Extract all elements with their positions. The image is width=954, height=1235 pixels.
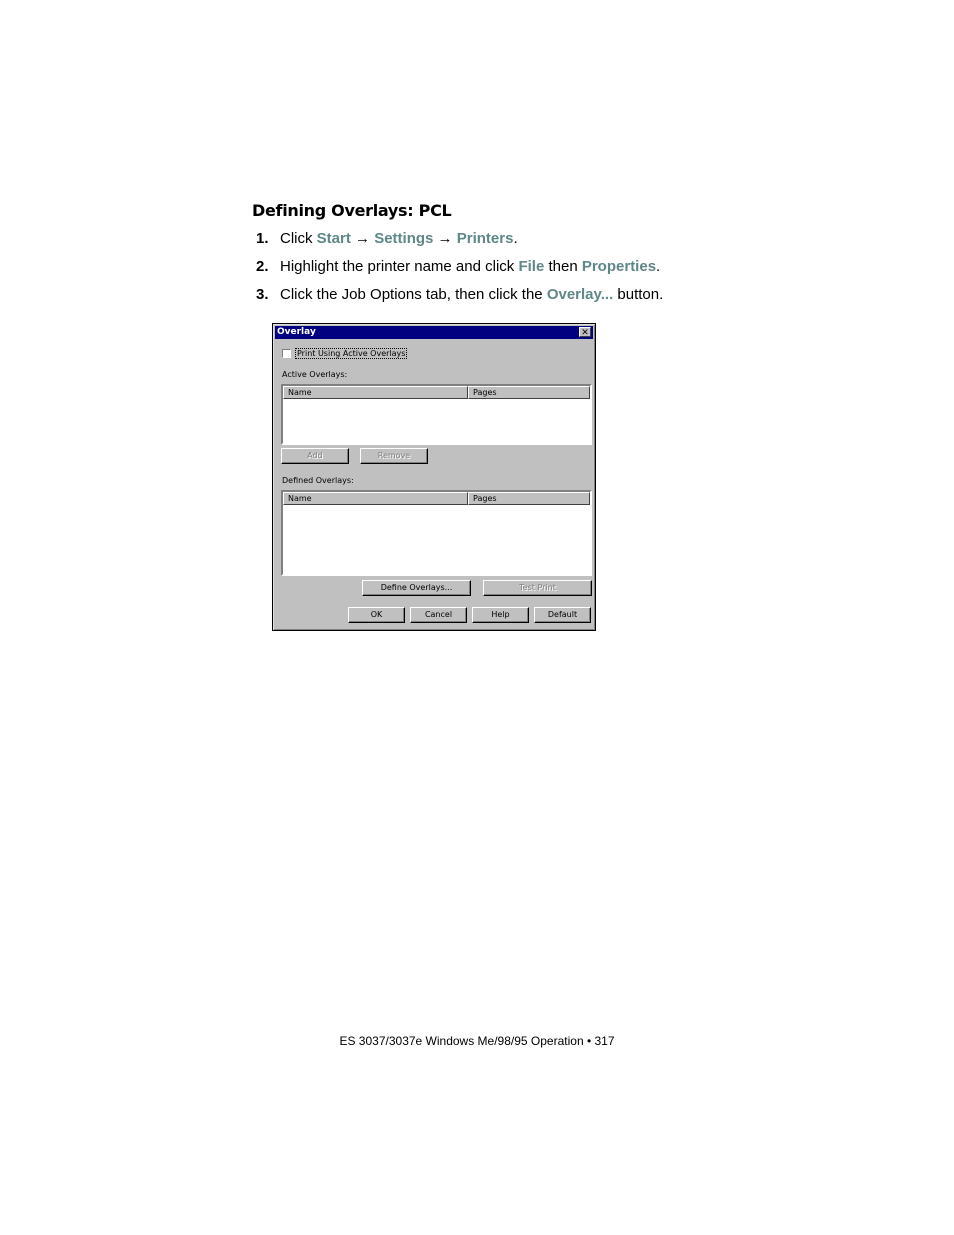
step-number: 2. [256, 258, 269, 275]
defined-col-name[interactable]: Name [283, 492, 468, 505]
step-text [280, 229, 518, 248]
defined-col-pages[interactable]: Pages [468, 492, 590, 505]
overlay-button-ref: Overlay... [546, 286, 614, 303]
step-text-plain: Click the Job Options tab, then click the [280, 286, 547, 303]
close-icon[interactable]: ✕ [579, 327, 591, 337]
step-number: 1. [256, 230, 269, 247]
default-button[interactable]: Default [534, 607, 591, 623]
dialog-title: Overlay [277, 327, 316, 337]
defined-overlays-list[interactable] [281, 490, 592, 576]
remove-button[interactable]: Remove [360, 448, 428, 464]
test-print-button[interactable]: Test Print [483, 580, 592, 596]
step-text-plain: then [544, 258, 582, 275]
step-text-plain: Click [280, 230, 317, 247]
help-button[interactable]: Help [472, 607, 529, 623]
print-active-overlays-checkbox[interactable] [282, 349, 291, 358]
start-menu-ref: Start [316, 230, 351, 247]
properties-menu-ref: Properties [581, 258, 657, 275]
active-overlays-label: Active Overlays: [282, 370, 348, 379]
print-active-overlays-label[interactable]: Print Using Active Overlays [297, 349, 406, 358]
cancel-button[interactable]: Cancel [410, 607, 467, 623]
dialog-titlebar[interactable] [275, 326, 593, 339]
printers-menu-ref: Printers [456, 230, 514, 247]
active-overlays-list[interactable] [281, 384, 592, 445]
active-col-name[interactable]: Name [283, 386, 468, 399]
step-text-plain: . [656, 258, 661, 275]
active-col-pages[interactable]: Pages [468, 386, 590, 399]
page-footer: ES 3037/3037e Windows Me/98/95 Operation • 317 [339, 1034, 615, 1048]
settings-menu-ref: Settings [374, 230, 434, 247]
ok-button[interactable]: OK [348, 607, 405, 623]
defined-overlays-label: Defined Overlays: [282, 476, 354, 485]
file-menu-ref: File [518, 258, 545, 275]
add-button[interactable]: Add [281, 448, 349, 464]
step-text [280, 257, 660, 276]
arrow-separator: → [350, 230, 375, 247]
overlay-dialog [272, 323, 596, 631]
step-text [280, 285, 663, 304]
section-heading: Defining Overlays: PCL [252, 201, 452, 220]
define-overlays-button[interactable]: Define Overlays... [362, 580, 471, 596]
step-text-plain: button. [613, 286, 664, 303]
step-text-plain: . [513, 230, 518, 247]
step-text-plain: Highlight the printer name and click [280, 258, 519, 275]
arrow-separator: → [433, 230, 457, 247]
step-number: 3. [256, 286, 269, 303]
